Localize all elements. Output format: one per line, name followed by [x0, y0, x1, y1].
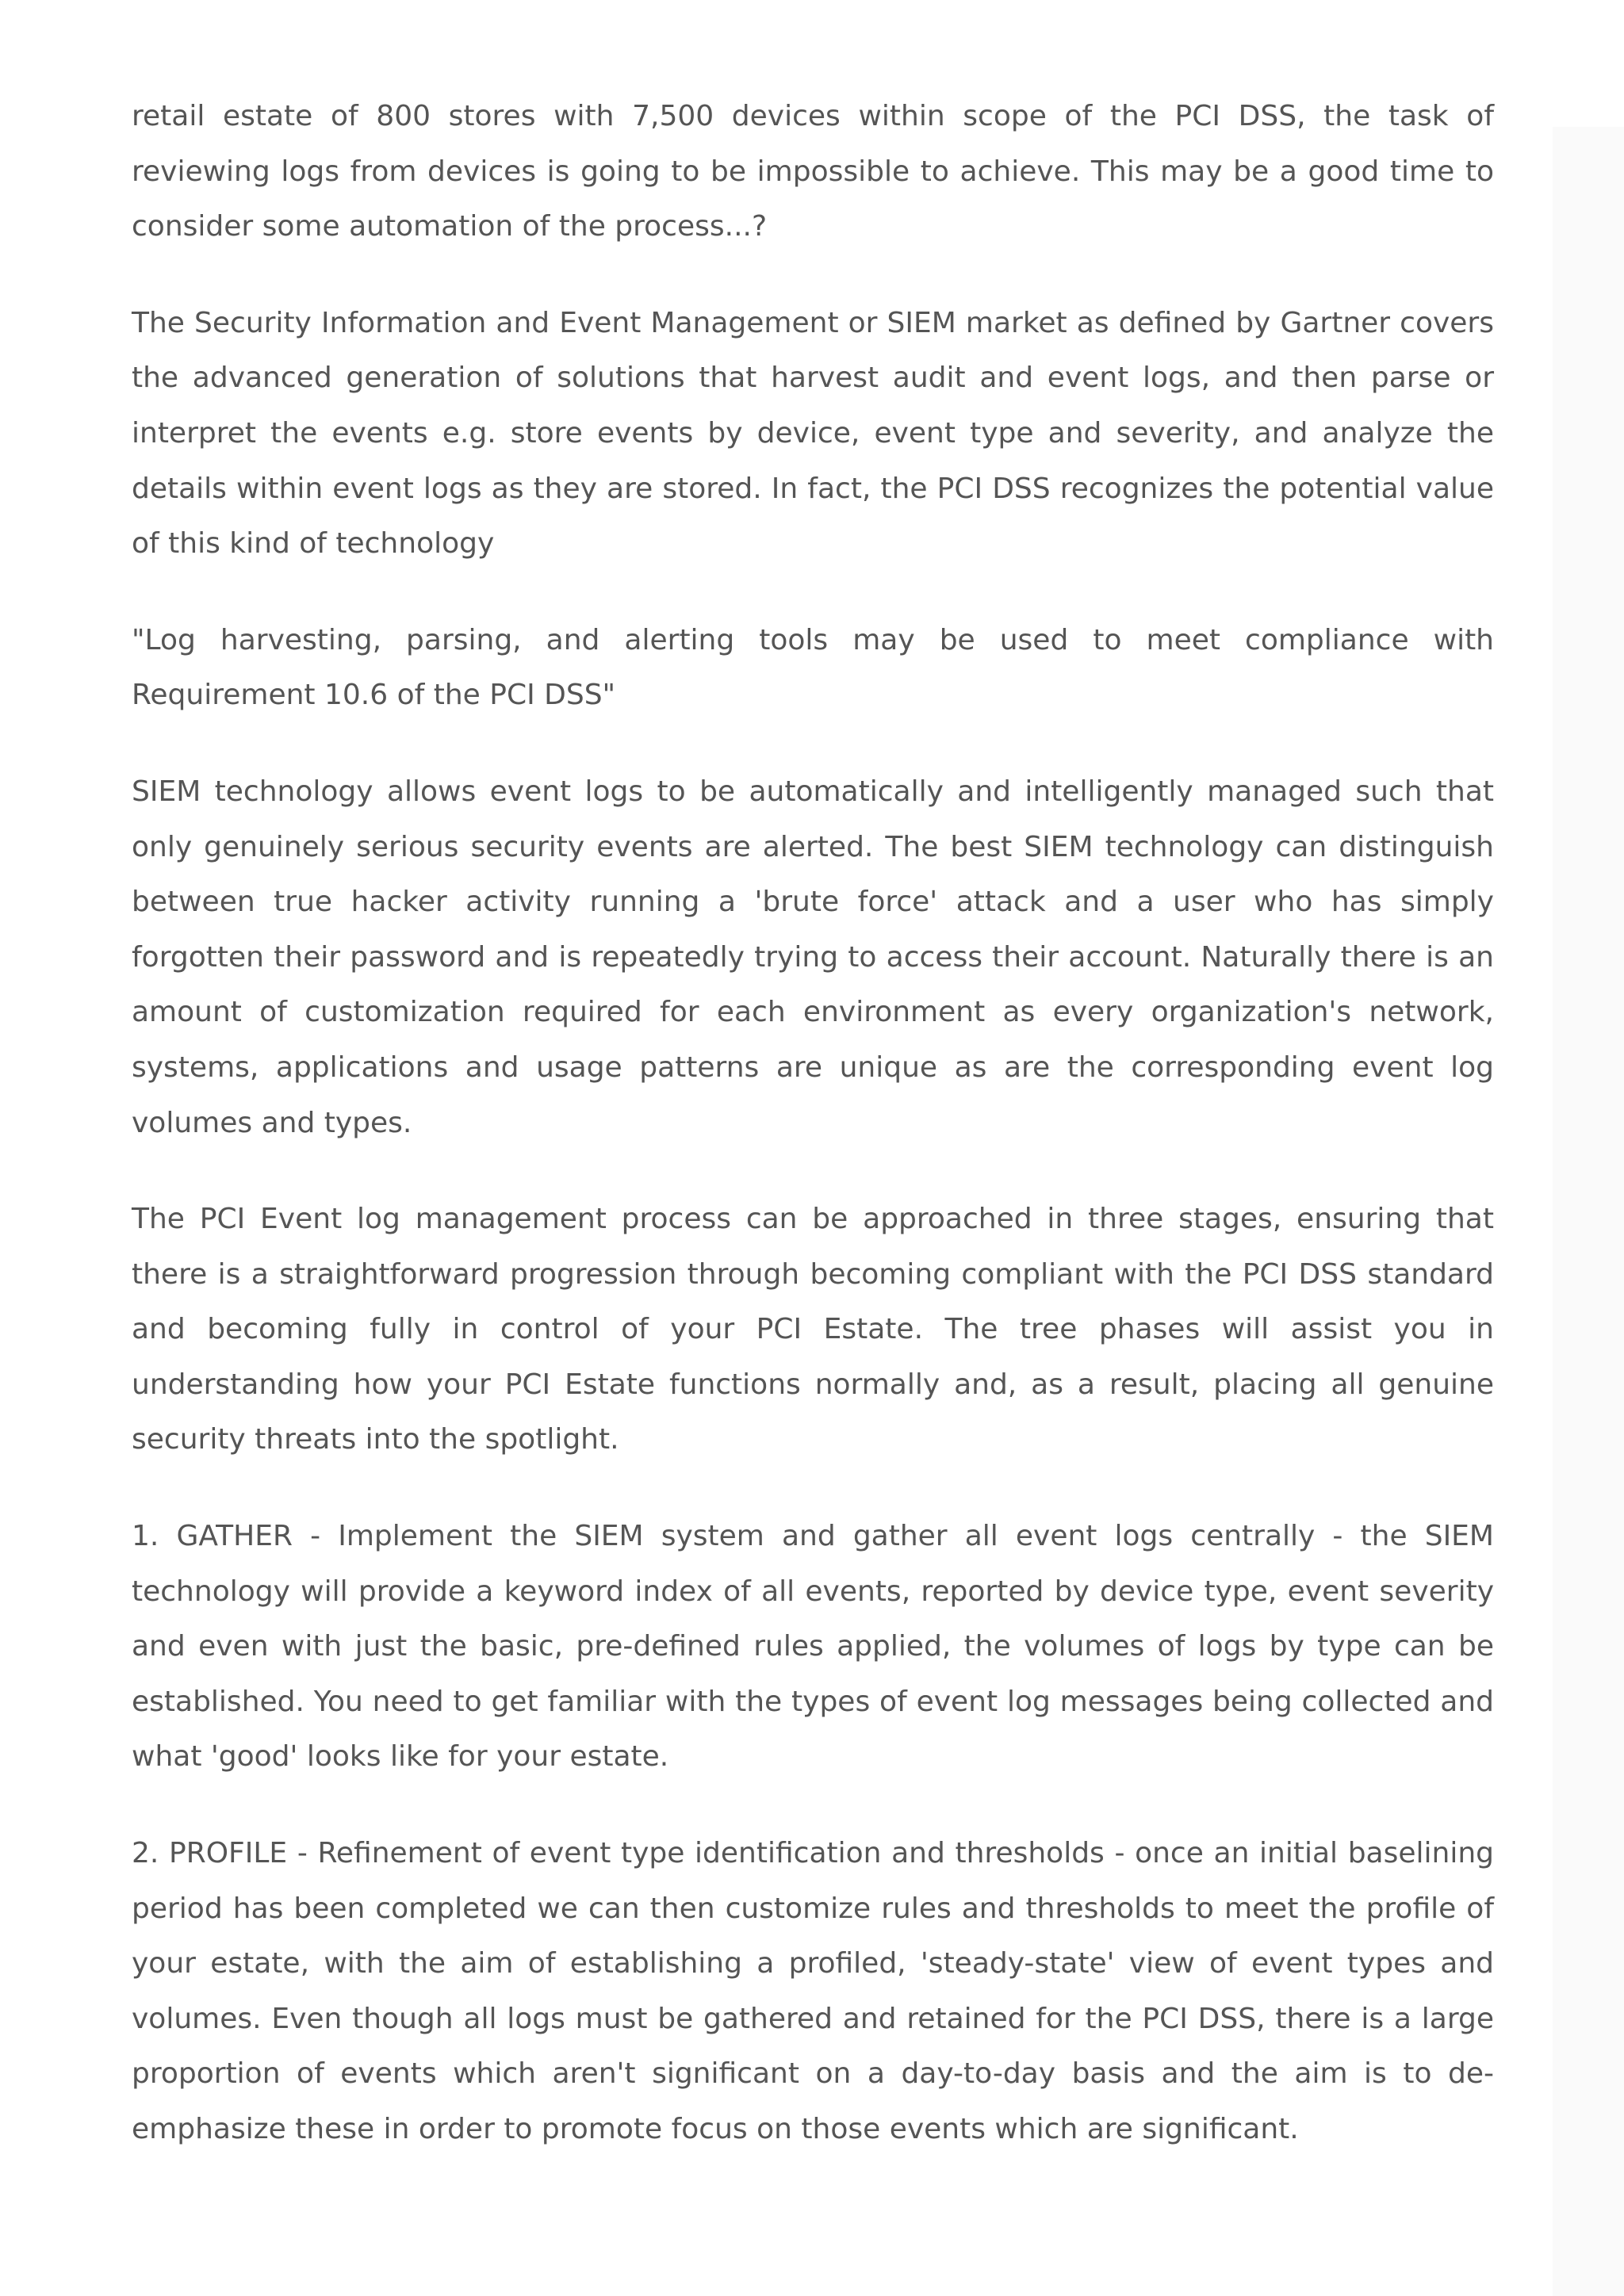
paragraph-siem-technology: SIEM technology allows event logs to be automatically and intelligently managed such that only genuinely serious security events are alerted. The best SIEM technology can distinguish between true hacker activity running a 'brute force' attack and a user who has simply forgotten their password and is repeatedly trying to access their account. Naturally there is an amount of customization required for each environment as every organization's network, systems, applications and usage patterns are unique as are the corresponding event log volumes and types. — [132, 775, 1494, 1139]
page-edge-shadow — [1553, 127, 1624, 2296]
paragraph-siem-definition: The Security Information and Event Management or SIEM market as defined by Gartner covers the advanced generation of solutions that harvest audit and event logs, and then parse or interpret the events e.g. store events by device, event type and severity, and analyze the details within event logs as they are stored. In fact, the PCI DSS recognizes the potential value of this kind of technology — [132, 306, 1494, 561]
paragraph-gather-stage: 1. GATHER - Implement the SIEM system and gather all event logs centrally - the SIEM technology will provide a keyword index of all events, reported by device type, event severity and even with just the basic, pre-defined rules applied, the volumes of logs by type can be established. You need to get familiar with the types of event log messages being collected and what 'good' looks like for your estate. — [132, 1520, 1494, 1774]
paragraph-automation-intro: retail estate of 800 stores with 7,500 devices within scope of the PCI DSS, the task of reviewing logs from devices is going to be impossible to achieve. This may be a good time to consider some automation of the process...? — [132, 100, 1494, 243]
paragraph-pci-quote: "Log harvesting, parsing, and alerting tools may be used to meet compliance with Requirement 10.6 of the PCI DSS" — [132, 623, 1494, 712]
paragraph-three-stages: The PCI Event log management process can be approached in three stages, ensuring that there is a straightforward progression through becoming compliant with the PCI DSS standard and becoming fully in control of your PCI Estate. The tree phases will assist you in understanding how your PCI Estate functions normally and, as a result, placing all genuine security threats into the spotlight. — [132, 1203, 1494, 1456]
article-body — [132, 89, 1494, 2198]
paragraph-profile-stage: 2. PROFILE - Refinement of event type identification and thresholds - once an initial baselining period has been completed we can then customize rules and thresholds to meet the profile of your estate, with the aim of establishing a profiled, 'steady-state' view of event types and volumes. Even though all logs must be gathered and retained for the PCI DSS, there is a large proportion of events which aren't significant on a day-to-day basis and the aim is to de-emphasize these in order to promote focus on those events which are significant. — [132, 1837, 1494, 2145]
